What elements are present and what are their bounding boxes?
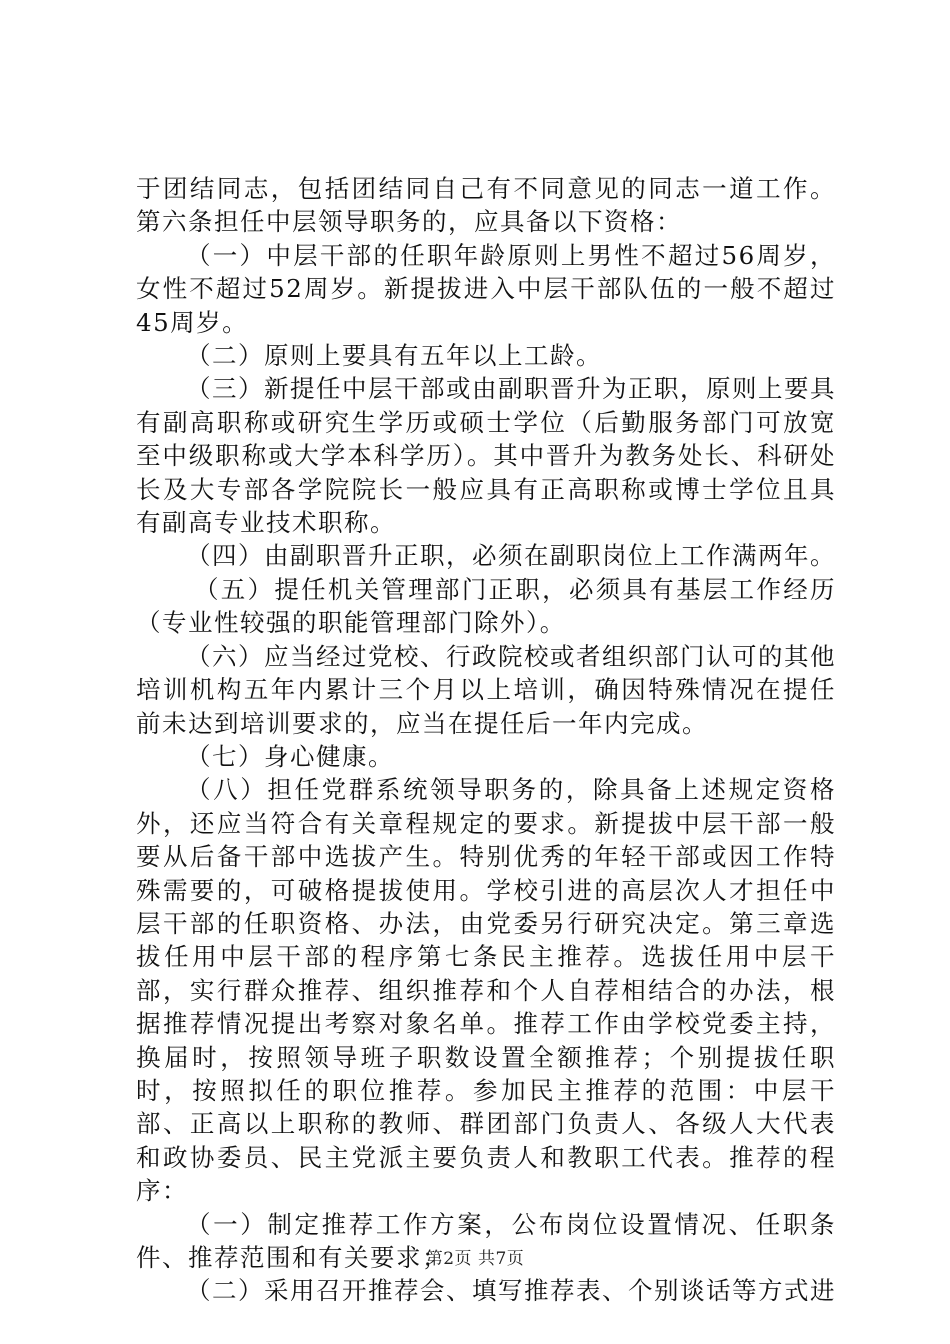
document-body (136, 172, 836, 1308)
paragraph-procedure-2: （二）采用召开推荐会、填写推荐表、个别谈话等方式进 (186, 1276, 836, 1306)
paragraph-item-5-experience: （五）提任机关管理部门正职，必须具有基层工作经历（专业性较强的职能管理部门除外）。 (136, 574, 836, 638)
paragraph-procedure-1: （一）制定推荐工作方案，公布岗位设置情况、任职条件、推荐范围和有关要求； (136, 1209, 836, 1272)
paragraph-item-7-health: （七）身心健康。 (186, 741, 394, 771)
paragraph-item-1-age: （一）中层干部的任职年龄原则上男性不超过56周岁，女性不超过52周岁。新提拔进入中层干部队伍的一般不超过45周岁。 (136, 240, 836, 337)
page-number-footer: 第2页 共7页 (425, 1249, 525, 1269)
paragraph-item-2-work-years: （二）原则上要具有五年以上工龄。 (186, 341, 602, 371)
paragraph-continuation: 于团结同志，包括团结同自己有不同意见的同志一道工作。第六条担任中层领导职务的，应具备以下资格： (136, 174, 836, 237)
paragraph-item-3-title-degree: （三）新提任中层干部或由副职晋升为正职，原则上要具有副高职称或研究生学历或硕士学位（后勤服务部门可放宽至中级职称或大学本科学历）。其中晋升为教务处长、科研处长及大专部各学院院长一般应具有正高职称或博士学位且具有副高专业技术职称。 (136, 374, 836, 538)
paragraph-item-8-party: （八）担任党群系统领导职务的，除具备上述规定资格外，还应当符合有关章程规定的要求。新提拔中层干部一般要从后备干部中选拔产生。特别优秀的年轻干部或因工作特殊需要的，可破格提拔使用。学校引进的高层次人才担任中层干部的任职资格、办法，由党委另行研究决定。第三章选拔任用中层干部的程序第七条民主推荐。选拔任用中层干部，实行群众推荐、组织推荐和个人自荐相结合的办法，根据推荐情况提出考察对象名单。推荐工作由学校党委主持，换届时，按照领导班子职数设置全额推荐；个别提拔任职时，按照拟任的职位推荐。参加民主推荐的范围：中层干部、正高以上职称的教师、群团部门负责人、各级人大代表和政协委员、民主党派主要负责人和教职工代表。推荐的程序： (136, 775, 836, 1206)
paragraph-item-4-promotion: （四）由副职晋升正职，必须在副职岗位上工作满两年。 (186, 541, 836, 571)
paragraph-item-6-training: （六）应当经过党校、行政院校或者组织部门认可的其他培训机构五年内累计三个月以上培训，确因特殊情况在提任前未达到培训要求的，应当在提任后一年内完成。 (136, 641, 836, 738)
